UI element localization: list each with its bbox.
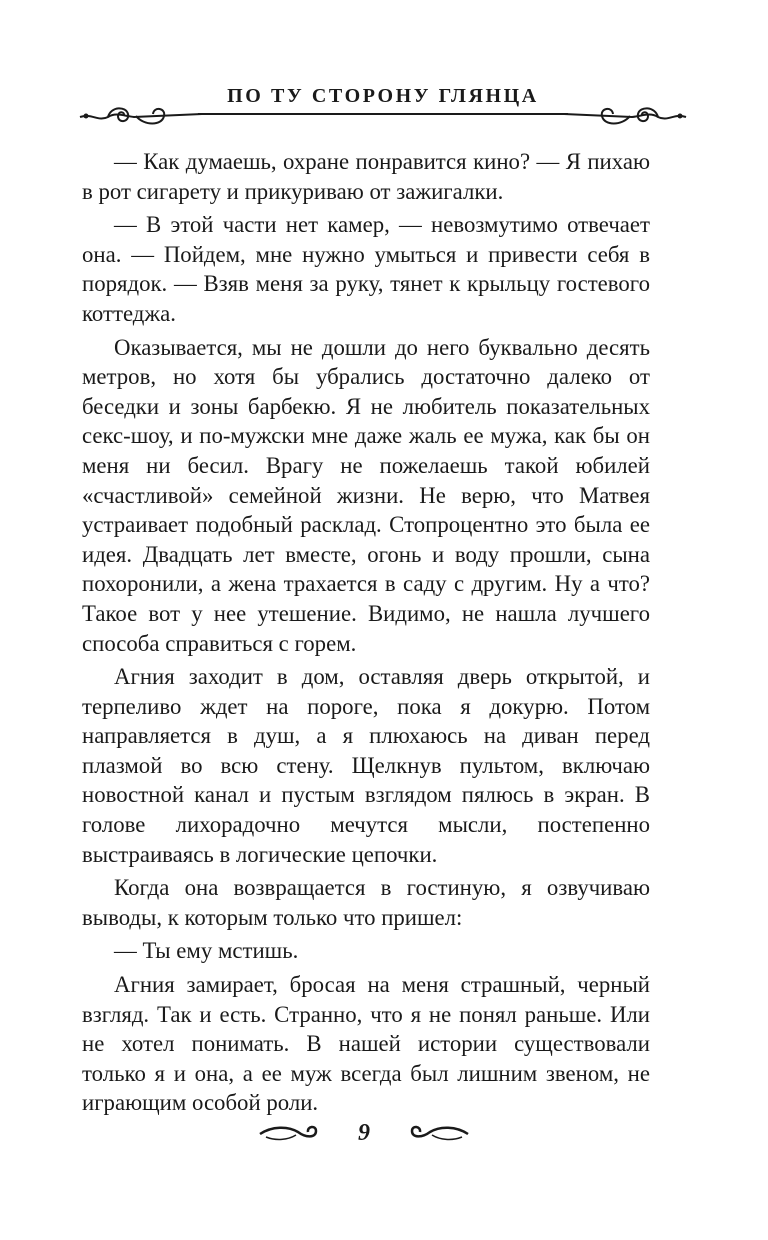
paragraph: Когда она возвращается в гостиную, я озвучиваю выводы, к которым только что пришел: — [82, 875, 650, 930]
flourish-icon — [408, 1122, 470, 1144]
paragraph: — Как думаешь, охране понравится кино? — Я пихаю в рот сигарету и прикуриваю от зажигалки. — [82, 149, 650, 204]
page-footer — [258, 1118, 470, 1150]
flourish-icon — [563, 100, 688, 130]
book-title: ПО ТУ СТОРОНУ ГЛЯНЦА — [227, 85, 539, 107]
paragraph: Оказывается, мы не дошли до него буквально десять метров, но хотя бы убрались достаточно далеко от беседки и зоны барбекю. Я не любитель показательных секс-шоу, и по-мужски мне даже жаль ее мужа, как бы он меня ни бесил. Врагу не пожелаешь такой юбилей «счастливой» семейной жизни. Не верю, что Матвея устраивает подобный расклад. Стопроцентно это была ее идея. Двадцать лет вместе, огонь и воду прошли, сына похоронили, а жена трахается в саду с другим. Ну а что? Такое вот у нее утешение. Видимо, не нашла лучшего способа справиться с горем. — [82, 334, 650, 656]
page-number: 9 — [358, 1120, 370, 1146]
running-header — [78, 80, 688, 130]
page-body — [82, 147, 650, 1122]
header-rule — [198, 113, 568, 115]
paragraph: — Ты ему мстишь. — [114, 938, 299, 964]
paragraph: Агния заходит в дом, оставляя дверь открытой, и терпеливо ждет на пороге, пока я докурю. Потом направляется в душ, а я плюхаюсь на диван перед плазмой во всю стену. Щелкнув пультом, включаю новостной канал и пустым взглядом пялюсь в экран. В голове лихорадочно мечутся мысли, постепенно выстраиваясь в логические цепочки. — [82, 664, 650, 867]
paragraph: — В этой части нет камер, — невозмутимо отвечает она. — Пойдем, мне нужно умыться и привести себя в порядок. — Взяв меня за руку, тянет к крыльцу гостевого коттеджа. — [82, 212, 650, 326]
paragraph: Агния замирает, бросая на меня страшный, черный взгляд. Так и есть. Странно, что я не понял раньше. Или не хотел понимать. В нашей истории существовали только я и она, а ее муж всегда был лишним звеном, не играющим особой роли. — [82, 972, 650, 1116]
